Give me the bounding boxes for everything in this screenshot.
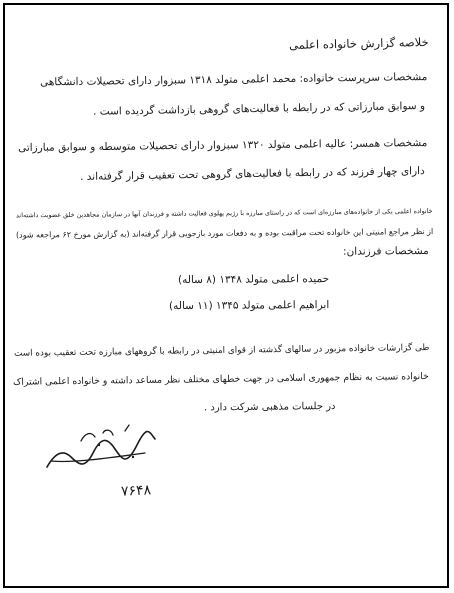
text-line: خانواده نسبت به نظام جمهوری اسلامی در جهت خطهای مختلف نظر مساعد داشته و خانواده اعلمی اشتراک — [13, 371, 430, 388]
text-line: مشخصات سرپرست خانواده: محمد اعلمی متولد ۱۳۱۸ سبزوار دارای تحصیلات دانشگاهی — [39, 71, 428, 89]
text-line: دارای چهار فرزند که در رابطه با فعالیت‌های گروهی تحت تعقیب قرار گرفته‌اند . — [80, 165, 426, 184]
signature-number: ۷۶۴۸ — [120, 482, 152, 500]
text-line: مشخصات فرزندان: — [343, 245, 430, 258]
text-line: ابراهیم اعلمی متولد ۱۳۴۵ (۱۱ ساله) — [168, 299, 330, 313]
document-title: خلاصه گزارش خانواده اعلمی — [289, 35, 430, 52]
text-line: مشخصات همسر: عالیه اعلمی متولد ۱۳۲۰ سبزوار دارای تحصیلات متوسطه و سوابق مبارزاتی — [17, 137, 428, 155]
text-line: و سوابق مبارزاتی که در رابطه با فعالیت‌های گروهی بازداشت گردیده است . — [92, 100, 426, 118]
text-line: خانواده اعلمی یکی از خانواده‌های مبارزه‌ای است که در راستای مبارزه با رژیم پهلوی فعالیت داشته و فرزندان آنها در سازمان مجاهدین خلق عضویت داشته‌اند — [16, 207, 434, 220]
text-line: طی گزارشات خانواده مزبور در سالهای گذشته از قوای امنیتی در رابطه با گروههای مبارزه تحت تعقیب بوده است — [13, 343, 430, 359]
text-line: حمیده اعلمی متولد ۱۳۴۸ (۸ ساله) — [177, 273, 330, 287]
handwritten-signature — [41, 423, 161, 475]
text-line: از نظر مراجع امنیتی این خانواده تحت مراقبت بوده و به دفعات مورد بازجویی قرار گرفته‌اند (به گزارش مورخ ۶۲ مراجعه شود) — [15, 227, 434, 240]
text-line: در جلسات مذهبی شرکت دارد . — [203, 401, 336, 414]
document-page — [3, 3, 449, 588]
